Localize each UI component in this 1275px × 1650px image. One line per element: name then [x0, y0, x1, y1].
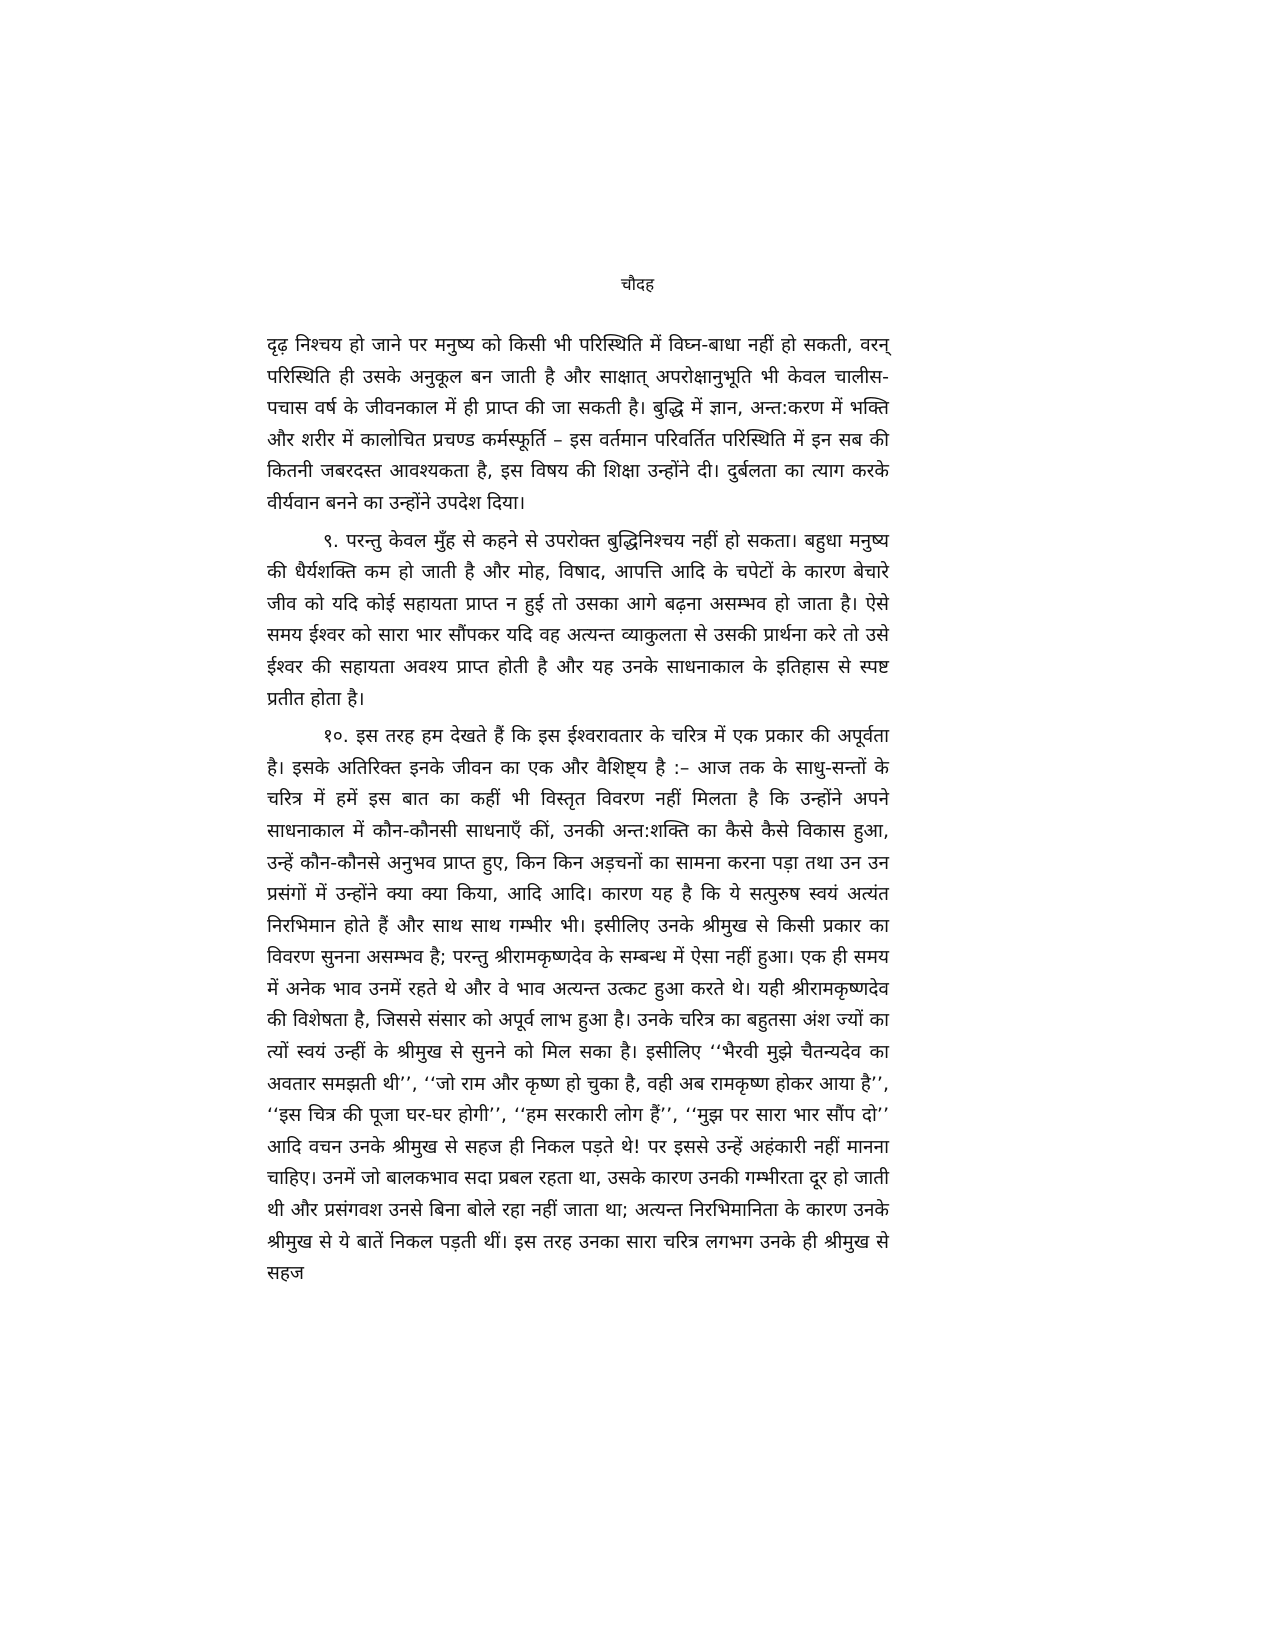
- paragraph-continued: दृढ़ निश्चय हो जाने पर मनुष्य को किसी भी परिस्थिति में विघ्न-बाधा नहीं हो सकती, वरन् परिस्थिति ही उसके अनुकूल बन जाती है और साक्षात् अपरोक्षानुभूति भी केवल चालीस-पचास वर्ष के जीवनकाल में ही प्राप्त की जा सकती है। बुद्धि में ज्ञान, अन्त:करण में भक्ति और शरीर में कालोचित प्रचण्ड कर्मस्फूर्ति – इस वर्तमान परिवर्तित परिस्थिति में इन सब की कितनी जबरदस्त आवश्यकता है, इस विषय की शिक्षा उन्होंने दी। दुर्बलता का त्याग करके वीर्यवान बनने का उन्होंने उपदेश दिया।: [267, 334, 889, 514]
- paragraph-10: १०. इस तरह हम देखते हैं कि इस ईश्वरावतार के चरित्र में एक प्रकार की अपूर्वता है। इसके अतिरिक्त इनके जीवन का एक और वैशिष्ट्य है :– आज तक के साधु-सन्तों के चरित्र में हमें इस बात का कहीं भी विस्तृत विवरण नहीं मिलता है कि उन्होंने अपने साधनाकाल में कौन-कौनसी साधनाएँ कीं, उनकी अन्त:शक्ति का कैसे कैसे विकास हुआ, उन्हें कौन-कौनसे अनुभव प्राप्त हुए, किन किन अड़चनों का सामना करना पड़ा तथा उन उन प्रसंगों में उन्होंने क्या क्या किया, आदि आदि। कारण यह है कि ये सत्पुरुष स्वयं अत्यंत निरभिमान होते हैं और साथ साथ गम्भीर भी। इसीलिए उनके श्रीमुख से किसी प्रकार का विवरण सुनना असम्भव है; परन्तु श्रीरामकृष्णदेव के सम्बन्ध में ऐसा नहीं हुआ। एक ही समय में अनेक भाव उनमें रहते थे और वे भाव अत्यन्त उत्कट हुआ करते थे। यही श्रीरामकृष्णदेव की विशेषता है, जिससे संसार को अपूर्व लाभ हुआ है। उनके चरित्र का बहुतसा अंश ज्यों का त्यों स्वयं उन्हीं के श्रीमुख से सुनने को मिल सका है। इसीलिए ‘‘भैरवी मुझे चैतन्यदेव का अवतार समझती थी’’, ‘‘जो राम और कृष्ण हो चुका है, वही अब रामकृष्ण होकर आया है’’, ‘‘इस चित्र की पूजा घर-घर होगी’’, ‘‘हम सरकारी लोग हैं’’, ‘‘मुझ पर सारा भार सौंप दो’’ आदि वचन उनके श्रीमुख से सहज ही निकल पड़ते थे! पर इससे उन्हें अहंकारी नहीं मानना चाहिए। उनमें जो बालकभाव सदा प्रबल रहता था, उसके कारण उनकी गम्भीरता दूर हो जाती थी और प्रसंगवश उनसे बिना बोले रहा नहीं जाता था; अत्यन्त निरभिमानिता के कारण उनके श्रीमुख से ये बातें निकल पड़ती थीं। इस तरह उनका सारा चरित्र लगभग उनके ही श्रीमुख से सहज: [267, 725, 889, 1285]
- paragraph-9: ९. परन्तु केवल मुँह से कहने से उपरोक्त बुद्धिनिश्चय नहीं हो सकता। बहुधा मनुष्य की धैर्यशक्ति कम हो जाती है और मोह, विषाद, आपत्ति आदि के चपेटों के कारण बेचारे जीव को यदि कोई सहायता प्राप्त न हुई तो उसका आगे बढ़ना असम्भव हो जाता है। ऐसे समय ईश्वर को सारा भार सौंपकर यदि वह अत्यन्त व्याकुलता से उसकी प्रार्थना करे तो उसे ईश्वर की सहायता अवश्य प्राप्त होती है और यह उनके साधनाकाल के इतिहास से स्पष्ट प्रतीत होता है।: [267, 529, 889, 710]
- page-number-header: चौदह: [620, 275, 655, 295]
- body-text: [267, 330, 889, 1296]
